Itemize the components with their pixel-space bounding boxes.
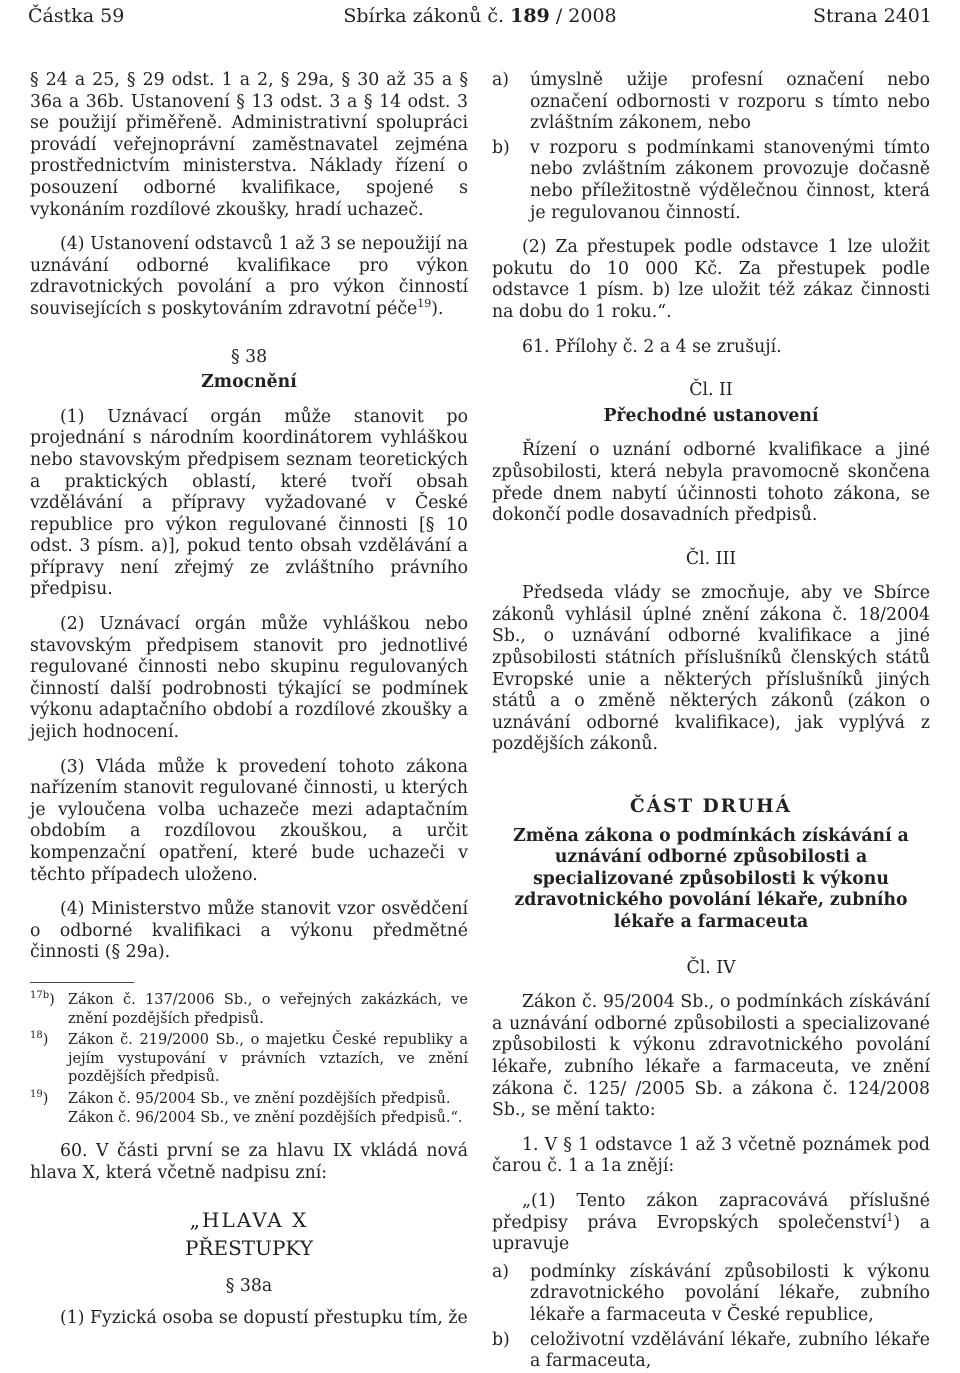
footnote: $^{19}$) Zákon č. 95/2004 Sb., ve znění pozdějších předpisů. Zákon č. 96/2004 Sb., ve znění pozdějších předpisů.“. bbox=[30, 1089, 463, 1126]
page-header bbox=[28, 4, 932, 28]
section-title: Zmocnění bbox=[201, 372, 297, 393]
paragraph: 61. Přílohy č. 2 a 4 se zrušují. bbox=[522, 336, 782, 357]
article-number: Čl. II bbox=[689, 380, 733, 401]
footnote: $^{18}$) Zákon č. 219/2000 Sb., o majetku České republiky a jejím vystupování v právních vztazích, ve znění pozdějších předpisů. bbox=[30, 1030, 468, 1086]
list-item: a) úmyslně užije profesní označení nebo označení odbornosti v rozporu s tímto nebo zvláštním zákonem, nebo bbox=[492, 70, 930, 134]
part-title: Změna zákona o podmínkách získávání a uznávání odborné způsobilosti a specializované způsobilosti k výkonu zdravotnického povolání lékaře, zubního lékaře a farmaceuta bbox=[513, 825, 909, 932]
left-column bbox=[30, 70, 468, 1330]
paragraph: (4) Ustanovení odstavců 1 až 3 se nepoužijí na uznávání odborné kvalifikace pro výkon zdravotnických povolání a pro výkon činností souvisejících s poskytováním zdravotní péče$^{19}$). bbox=[30, 234, 468, 319]
paragraph: (3) Vláda může k provedení tohoto zákona nařízením stanovit regulované činnosti, u kterých je vyloučena volba uchazeče mezi adaptačním obdobím a rozdílovou zkouškou, a určit kompenzační opatření, které bude uchazeči v těchto případech uloženo. bbox=[30, 756, 468, 885]
paragraph: 60. V části první se za hlavu IX vkládá nová hlava X, která včetně nadpisu zní: bbox=[30, 1141, 468, 1183]
list-item: b) v rozporu s podmínkami stanovenými tímto nebo zvláštním zákonem provozuje dočasně nebo příležitostně výdělečnou činnost, která je regulovanou činností. bbox=[492, 137, 930, 223]
article-title: Přechodné ustanovení bbox=[603, 405, 819, 426]
article-number: Čl. III bbox=[685, 548, 737, 569]
part-heading: ČÁST DRUHÁ bbox=[629, 796, 793, 818]
right-column bbox=[492, 70, 930, 1373]
footnote-separator bbox=[30, 982, 134, 983]
chapter-title: PŘESTUPKY bbox=[184, 1236, 314, 1261]
paragraph: (2) Za přestupek podle odstavce 1 lze uložit pokutu do 10 000 Kč. Za přestupek podle odstavce 1 písm. b) lze uložit též zákaz činnosti na dobu do 1 roku.“. bbox=[492, 237, 930, 322]
footnote: $^{17b}$) Zákon č. 137/2006 Sb., o veřejných zakázkách, ve znění pozdějších předpisů. bbox=[30, 990, 468, 1027]
page-number: Strana 2401 bbox=[812, 5, 932, 27]
list-item: a) podmínky získávání způsobilosti k výkonu zdravotnického povolání lékaře, zubního lékaře a farmaceuta v České republice, bbox=[492, 1261, 930, 1325]
article-number: Čl. IV bbox=[686, 957, 736, 978]
law-number: 189 bbox=[510, 5, 550, 27]
chapter-heading: „HLAVA X bbox=[189, 1208, 309, 1233]
paragraph: Zákon č. 95/2004 Sb., o podmínkách získávání a uznávání odborné způsobilosti a specializované způsobilosti k výkonu zdravotnického povolání lékaře, zubního lékaře a farmaceuta, ve znění zákona č. 125/ /2005 Sb. a zákona č. 124/2008 Sb., se mění takto: bbox=[492, 992, 930, 1121]
issue-number: Částka 59 bbox=[28, 5, 125, 27]
paragraph: (1) Fyzická osoba se dopustí přestupku tím, že bbox=[60, 1307, 468, 1328]
paragraph: (2) Uznávací orgán může vyhláškou nebo stavovským předpisem stanovit pro jednotlivé regulované činnosti nebo skupinu regulovaných činností další podrobnosti týkající se podmínek výkonu adaptačního období a rozdílové zkoušky a jejich hodnocení. bbox=[30, 614, 468, 743]
section-number: § 38 bbox=[230, 346, 268, 367]
section-number: § 38a bbox=[225, 1276, 273, 1297]
paragraph: (1) Uznávací orgán může stanovit po projednání s národním koordinátorem vyhláškou nebo stavovským předpisem seznam teoretických a praktických oblastí, které tvoří obsah vzdělávání a přípravy vyžadované v České republice pro výkon regulované činnosti [§ 10 odst. 3 písm. a)], pokud tento obsah vzdělávání a přípravy není zřejmý ze zvláštního právního předpisu. bbox=[30, 406, 468, 600]
paragraph: „(1) Tento zákon zapracovává příslušné předpisy práva Evropských společenství$^1$) a upravuje bbox=[492, 1190, 930, 1255]
paragraph: § 24 a 25, § 29 odst. 1 a 2, § 29a, § 30 až 35 a § 36a a 36b. Ustanovení § 13 odst. 3 a § 14 odst. 3 se použijí přiměřeně. Administrativní spolupráci provádí veřejnoprávní zaměstnavatel zejména prostřednictvím ministerstva. Náklady řízení o posouzení odborné kvalifikace, spojené s vykonáním rozdílové zkoušky, hradí uchazeč. bbox=[30, 70, 468, 220]
paragraph: Předseda vlády se zmocňuje, aby ve Sbírce zákonů vyhlásil úplné znění zákona č. 18/2004 Sb., o uznávání odborné kvalifikace a jiné způsobilosti státních příslušníků členských států Evropské unie a některých příslušníků jiných států a o změně některých zákonů (zákon o uznávání odborné kvalifikace), jak vyplývá z pozdějších zákonů. bbox=[492, 583, 930, 755]
paragraph: (4) Ministerstvo může stanovit vzor osvědčení o odborné kvalifikaci a výkonu předmětné činnosti (§ 29a). bbox=[30, 899, 468, 963]
list-item: b) celoživotní vzdělávání lékaře, zubního lékaře a farmaceuta, bbox=[492, 1329, 930, 1372]
paragraph: Řízení o uznání odborné kvalifikace a jiné způsobilosti, která nebyla pravomocně skončena přede dnem nabytí účinnosti tohoto zákona, se dokončí podle dosavadních předpisů. bbox=[492, 440, 930, 526]
collection-title: Sbírka zákonů č. 189 / 2008 bbox=[343, 5, 617, 27]
paragraph: 1. V § 1 odstavce 1 až 3 včetně poznámek pod čarou č. 1 a 1a znějí: bbox=[492, 1134, 930, 1177]
